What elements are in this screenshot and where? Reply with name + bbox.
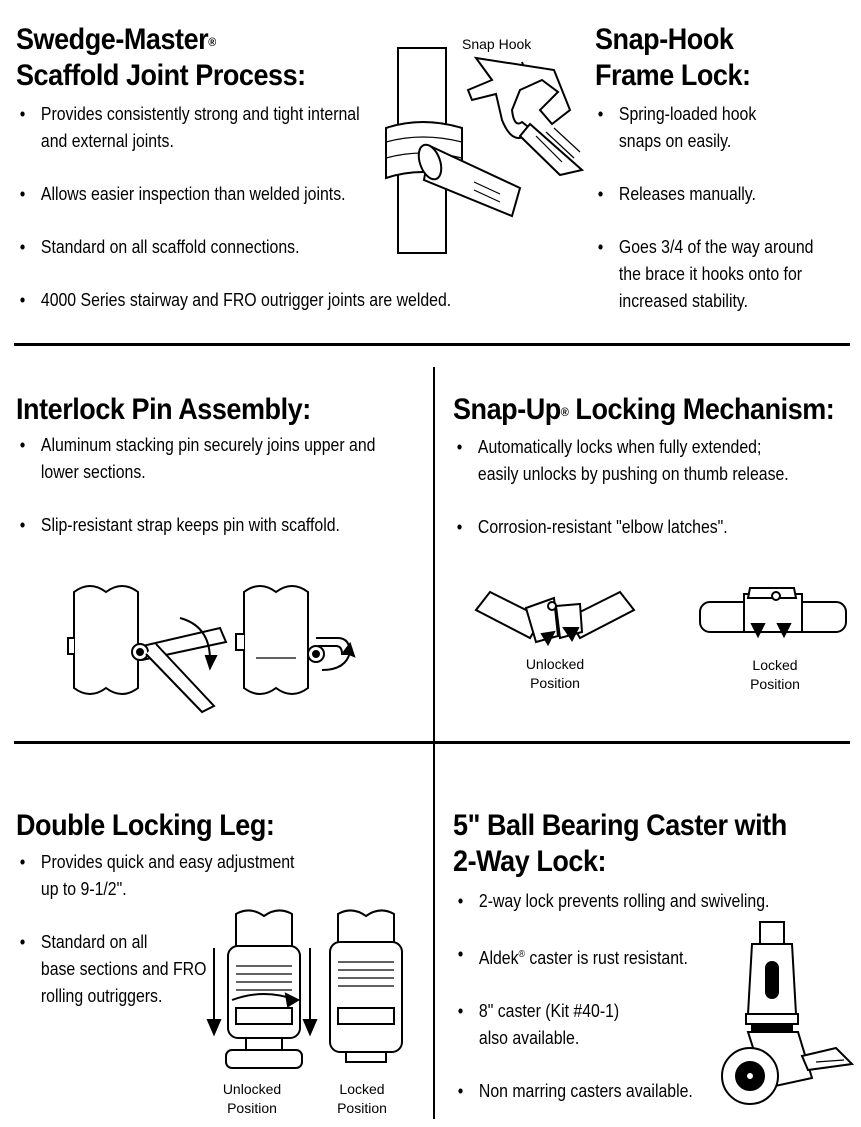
snapup-bullets <box>455 434 789 541</box>
caster-title: 5" Ball Bearing Caster with 2-Way Lock: <box>453 809 787 878</box>
list-item: • Aluminum stacking pin securely joins upper and lower sections. <box>18 432 375 486</box>
list-item: • Standard on all base sections and FRO rolling outriggers. <box>18 929 294 1010</box>
list-item: • Standard on all scaffold connections. <box>18 234 451 261</box>
list-item: • Releases manually. <box>596 181 813 208</box>
snap-hook-illustration <box>462 50 592 175</box>
divider-middle <box>14 741 850 744</box>
list-item: • 2-way lock prevents rolling and swiveling. <box>456 888 769 915</box>
list-item: • 8" caster (Kit #40-1) also available. <box>456 998 769 1052</box>
list-item: • 4000 Series stairway and FRO outrigger joints are welded. <box>18 287 451 314</box>
snaphook-title: Snap-Hook Frame Lock: <box>595 23 751 92</box>
snapup-unlocked-illustration <box>472 588 638 652</box>
snap-hook-label: Snap Hook <box>462 36 532 52</box>
snapup-title: Snap-Up® Locking Mechanism: <box>453 393 835 426</box>
interlock-bullets <box>18 432 375 539</box>
list-item: • Allows easier inspection than welded joints. <box>18 181 451 208</box>
divider-top <box>14 343 850 346</box>
list-item: • Aldek® caster is rust resistant. <box>456 941 769 972</box>
list-item: • Goes 3/4 of the way around the brace it hooks onto for increased stability. <box>596 234 813 315</box>
leg-title: Double Locking Leg: <box>16 809 275 842</box>
leg-unlocked-caption: Unlocked Position <box>222 1081 282 1116</box>
snapup-locked-caption: Locked Position <box>750 657 800 692</box>
leg-unlocked-illustration <box>206 908 322 1078</box>
snapup-unlocked-caption: Unlocked Position <box>525 656 585 691</box>
list-item: • Corrosion-resistant "elbow latches". <box>455 514 789 541</box>
caster-illustration <box>716 918 854 1114</box>
list-item: • Automatically locks when fully extended; easily unlocks by pushing on thumb release. <box>455 434 789 488</box>
swedge-title: Swedge-Master® Scaffold Joint Process: <box>16 23 306 92</box>
interlock-pin-illustration <box>60 578 360 718</box>
list-item: • Provides consistently strong and tight internal and external joints. <box>18 101 451 155</box>
list-item: • Slip-resistant strap keeps pin with scaffold. <box>18 512 375 539</box>
list-item: • Non marring casters available. <box>456 1078 769 1105</box>
snapup-locked-illustration <box>698 584 848 642</box>
leg-locked-illustration <box>326 908 406 1064</box>
snaphook-bullets <box>596 101 813 315</box>
interlock-title: Interlock Pin Assembly: <box>16 393 311 426</box>
list-item: • Provides quick and easy adjustment up to 9-1/2". <box>18 849 294 903</box>
list-item: • Spring-loaded hook snaps on easily. <box>596 101 813 155</box>
leg-locked-caption: Locked Position <box>337 1081 387 1116</box>
